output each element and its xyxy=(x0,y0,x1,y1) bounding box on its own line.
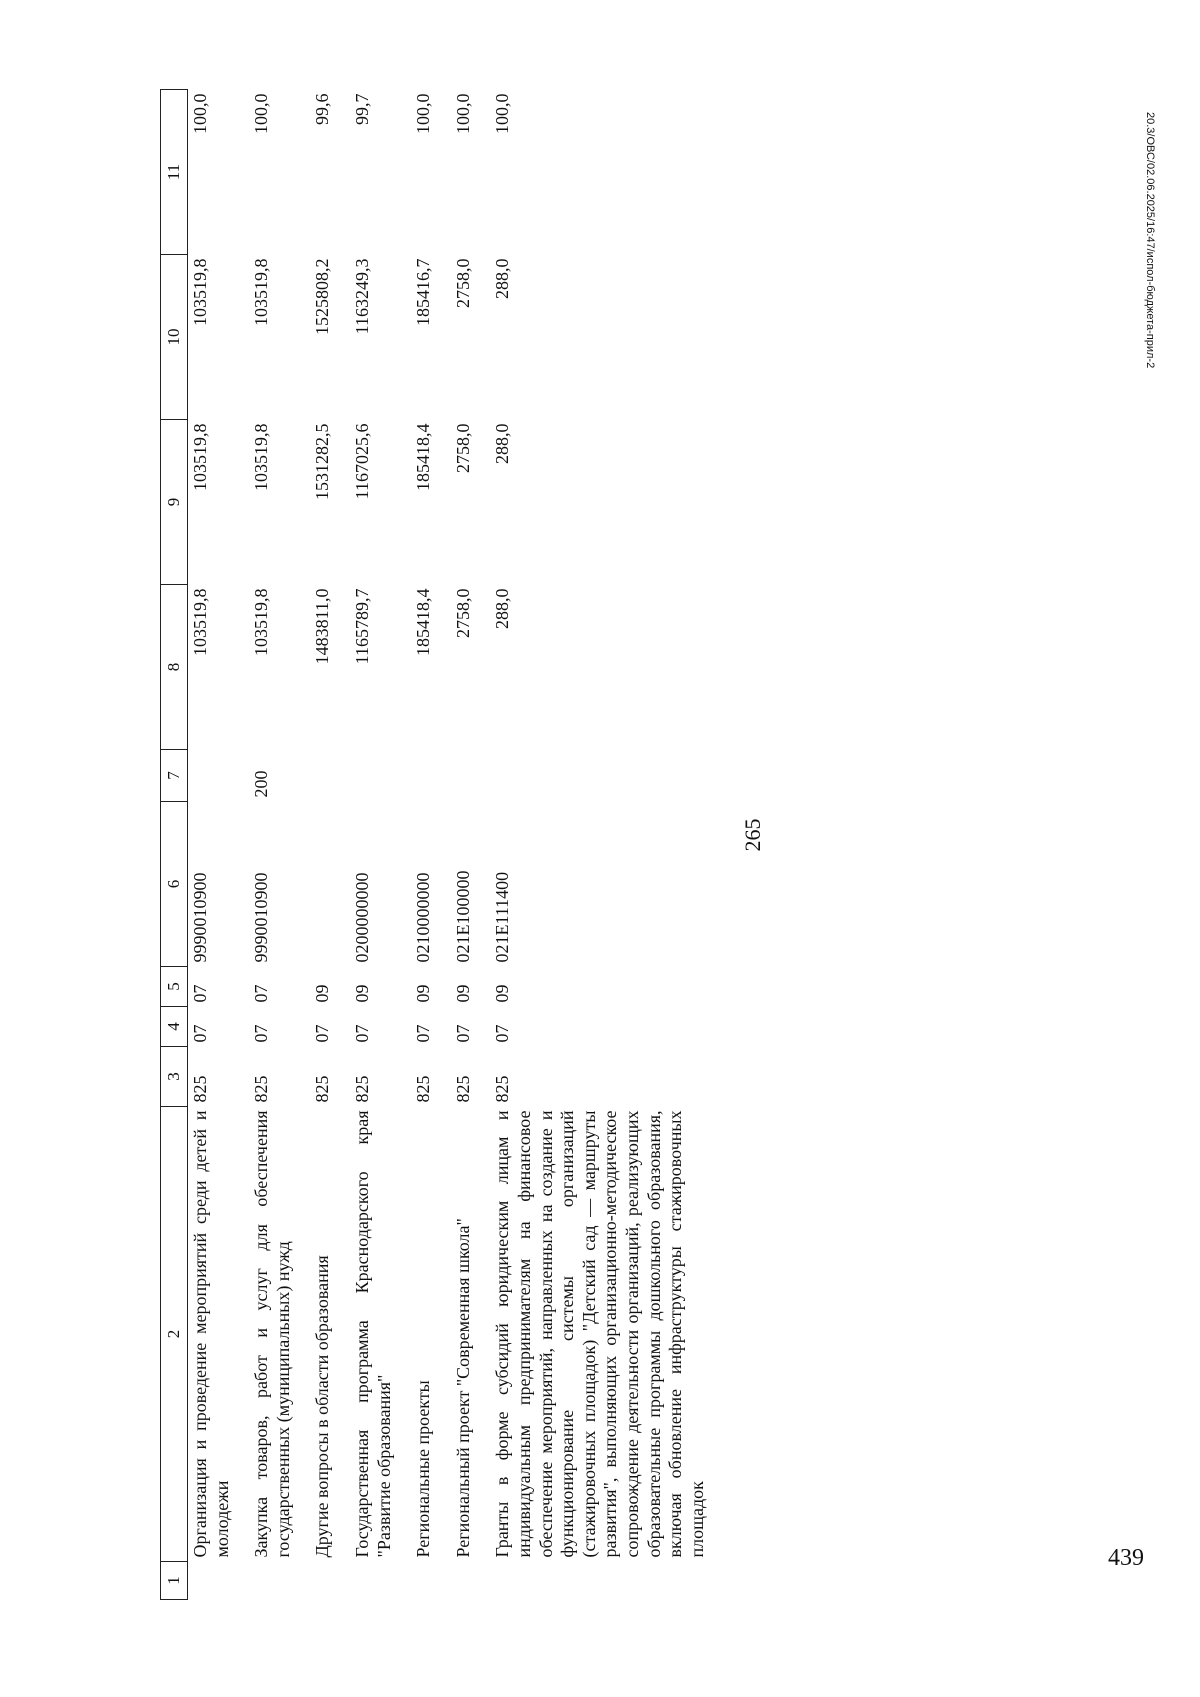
cell-c10: 288,0 xyxy=(492,258,513,299)
budget-table xyxy=(160,89,720,1600)
cell-c9: 185418,4 xyxy=(413,423,434,491)
cell-c5: 09 xyxy=(413,984,434,1003)
table-row xyxy=(188,90,246,1600)
cell-c7 xyxy=(407,750,447,802)
column-header: 4 xyxy=(161,1007,188,1047)
cell-c3: 825 xyxy=(413,1075,434,1103)
table-row xyxy=(447,90,487,1600)
cell-c5: 09 xyxy=(351,984,372,1003)
cell-c7 xyxy=(188,750,246,802)
cell-c1 xyxy=(346,1562,407,1600)
cell-c10: 103519,8 xyxy=(190,258,210,326)
cell-c4: 07 xyxy=(251,1024,272,1043)
cell-c10: 1163249,3 xyxy=(351,258,372,335)
cell-c8: 288,0 xyxy=(492,588,513,629)
cell-c3: 825 xyxy=(190,1075,210,1103)
cell-c2: Государственная программа Краснодарского края "Развитие образования" xyxy=(351,1110,394,1558)
cell-c10: 2758,0 xyxy=(452,258,473,308)
cell-c2: Другие вопросы в области образования xyxy=(312,1255,333,1558)
column-header: 6 xyxy=(161,802,188,967)
cell-c3: 825 xyxy=(351,1075,372,1103)
table-row xyxy=(407,90,447,1600)
column-header: 1 xyxy=(161,1562,188,1600)
cell-c5: 09 xyxy=(492,984,513,1003)
cell-c6: 9990010900 xyxy=(251,872,272,963)
cell-c10: 103519,8 xyxy=(251,258,272,326)
table-row xyxy=(346,90,407,1600)
table-row xyxy=(486,90,720,1600)
cell-c11: 100,0 xyxy=(190,93,210,134)
cell-c3: 825 xyxy=(492,1075,513,1103)
cell-c6: 9990010900 xyxy=(190,872,210,963)
table-row xyxy=(245,90,306,1600)
cell-c11: 100,0 xyxy=(413,93,434,134)
cell-c4: 07 xyxy=(351,1024,372,1043)
rotated-budget-sheet xyxy=(160,70,800,1600)
cell-c4: 07 xyxy=(190,1024,210,1043)
cell-c11: 100,0 xyxy=(492,93,513,134)
cell-c11: 100,0 xyxy=(251,93,272,134)
cell-c8: 1165789,7 xyxy=(351,588,372,665)
cell-c5: 07 xyxy=(251,984,272,1003)
column-header: 7 xyxy=(161,750,188,802)
cell-c8: 1483811,0 xyxy=(312,588,333,665)
cell-c3: 825 xyxy=(452,1075,473,1103)
cell-c7 xyxy=(447,750,487,802)
cell-c1 xyxy=(407,1562,447,1600)
cell-c7: 200 xyxy=(251,770,272,798)
table-body xyxy=(188,90,721,1600)
cell-c11: 99,6 xyxy=(312,93,333,125)
cell-c1 xyxy=(447,1562,487,1600)
cell-c3: 825 xyxy=(251,1075,272,1103)
cell-c11: 100,0 xyxy=(452,93,473,134)
page-number: 439 xyxy=(1108,1545,1144,1571)
cell-c9: 288,0 xyxy=(492,423,513,464)
cell-c6: 0210000000 xyxy=(413,872,434,963)
footer-code: 20.3/ОВС/02.06.2025/16:47/испол-бюджета-прил-2 xyxy=(1144,112,1156,369)
cell-c7 xyxy=(306,750,346,802)
cell-c4: 07 xyxy=(452,1024,473,1043)
cell-c3: 825 xyxy=(312,1075,333,1103)
cell-c8: 103519,8 xyxy=(190,588,210,656)
cell-c1 xyxy=(306,1562,346,1600)
cell-c1 xyxy=(486,1562,720,1600)
cell-c9: 103519,8 xyxy=(251,423,272,491)
cell-c5: 07 xyxy=(190,984,210,1003)
table-row xyxy=(306,90,346,1600)
cell-c7 xyxy=(486,750,720,802)
cell-c1 xyxy=(188,1562,246,1600)
cell-c10: 185416,7 xyxy=(413,258,434,326)
column-header: 5 xyxy=(161,967,188,1007)
cell-c6: 0200000000 xyxy=(351,872,372,963)
cell-c2: Региональный проект "Современная школа" xyxy=(452,1218,473,1558)
cell-c6 xyxy=(306,802,346,967)
cell-c9: 103519,8 xyxy=(190,423,210,491)
cell-c5: 09 xyxy=(452,984,473,1003)
cell-c1 xyxy=(245,1562,306,1600)
cell-c9: 1167025,6 xyxy=(351,423,372,500)
column-header: 8 xyxy=(161,585,188,750)
document-page-number: 265 xyxy=(740,818,765,852)
column-header: 3 xyxy=(161,1047,188,1107)
cell-c4: 07 xyxy=(312,1024,333,1043)
cell-c6: 021E111400 xyxy=(492,871,513,963)
cell-c2: Закупка товаров, работ и услуг для обеспечения государственных (муниципальных) нужд xyxy=(251,1110,293,1558)
cell-c8: 185418,4 xyxy=(413,588,434,656)
column-header: 11 xyxy=(161,90,188,255)
cell-c6: 021E100000 xyxy=(452,870,473,963)
cell-c4: 07 xyxy=(413,1024,434,1043)
cell-c9: 1531282,5 xyxy=(312,423,333,500)
cell-c8: 2758,0 xyxy=(452,588,473,638)
cell-c2: Региональные проекты xyxy=(413,1380,434,1558)
cell-c8: 103519,8 xyxy=(251,588,272,656)
column-header: 9 xyxy=(161,420,188,585)
column-header: 2 xyxy=(161,1107,188,1562)
cell-c11: 99,7 xyxy=(351,93,372,125)
cell-c9: 2758,0 xyxy=(452,423,473,473)
cell-c7 xyxy=(346,750,407,802)
cell-c2: Организация и проведение мероприятий среди детей и молодежи xyxy=(190,1110,232,1558)
cell-c10: 1525808,2 xyxy=(312,258,333,335)
cell-c2: Гранты в форме субсидий юридическим лицам и индивидуальным предпринимателям на финансовое обеспечение мероприятий, направленных на создание и функционирование системы организаций (стажировочных площадок) "Детский сад — маршруты развития", выполняющих организационно-методическое сопровождение деятельности организаций, реализующих образовательные программы дошкольного образования, включая обновление инфраструктуры стажировочных площадок xyxy=(492,1110,707,1558)
cell-c4: 07 xyxy=(492,1024,513,1043)
table-header-row xyxy=(161,90,188,1600)
cell-c5: 09 xyxy=(312,984,333,1003)
column-header: 10 xyxy=(161,255,188,420)
